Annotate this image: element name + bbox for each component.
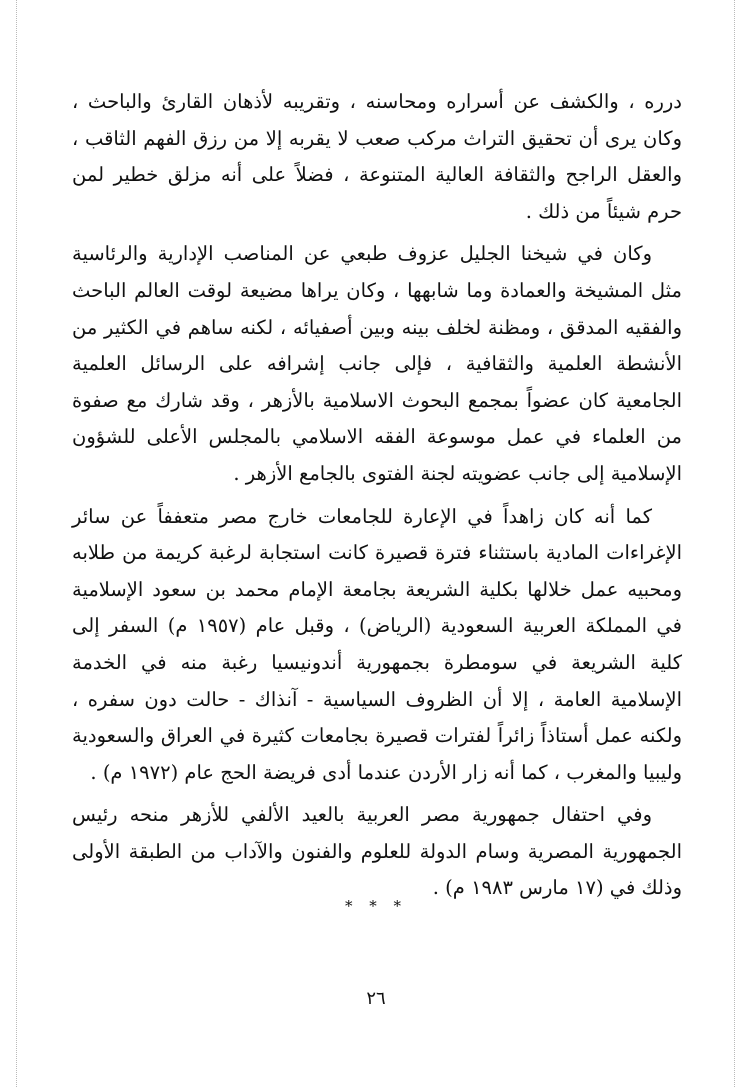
paragraph-2: وكان في شيخنا الجليل عزوف طبعي عن المناصب الإدارية والرئاسية مثل المشيخة والعمادة وما شابهها ، وكان يراها مضيعة لوقت العالم الباحث والفقيه المدقق ، ومظنة لخلف بينه وبين أصفيائه ، لكنه ساهم في الكثير من الأنشطة العلمية والثقافية ، فإلى جانب إشرافه على الرسائل العلمية الجامعية كان عضواً بمجمع البحوث الاسلامية بالأزهر ، وقد شارك مع صفوة من العلماء في عمل موسوعة الفقه الاسلامي بالمجلس الأعلى للشؤون الإسلامية إلى جانب عضويته لجنة الفتوى بالجامع الأزهر . (72, 242, 682, 485)
paragraph-4: وفي احتفال جمهورية مصر العربية بالعيد الألفي للأزهر منحه رئيس الجمهورية المصرية وسام الدولة للعلوم والفنون والآداب من الطبقة الأولى وذلك في (١٧ مارس ١٩٨٣ م) . (72, 803, 682, 900)
paragraph-1: درره ، والكشف عن أسراره ومحاسنه ، وتقريبه لأذهان القارئ والباحث ، وكان يرى أن تحقيق التراث مركب صعب لا يقربه إلا من رزق الفهم الثاقب ، والعقل الراجح والثقافة العالية المتنوعة ، فضلاً على أنه مزلق خطير لمن حرم شيئاً من ذلك . (72, 90, 682, 223)
section-separator: * * * (344, 897, 408, 915)
page-edge-left (16, 0, 17, 1087)
page-number: ٢٦ (366, 988, 386, 1009)
body-text (72, 84, 682, 913)
paragraph-3: كما أنه كان زاهداً في الإعارة للجامعات خارج مصر متعففاً عن سائر الإغراءات المادية باستثناء فترة قصيرة كانت استجابة لرغبة كريمة من طلابه ومحبيه عمل خلالها بكلية الشريعة بجامعة الإمام محمد بن سعود الإسلامية في المملكة العربية السعودية (الرياض) ، وقبل عام (١٩٥٧ م) السفر إلى كلية الشريعة في سومطرة بجمهورية أندونيسيا رغبة منه في الخدمة الإسلامية العامة ، إلا أن الظروف السياسية - آنذاك - حالت دون سفره ، ولكنه عمل أستاذاً زائراً لفترات قصيرة بجامعات كثيرة في العراق والسعودية وليبيا والمغرب ، كما أنه زار الأردن عندما أدى فريضة الحج عام (١٩٧٢ م) . (72, 504, 682, 784)
page-edge-right (734, 0, 735, 1087)
